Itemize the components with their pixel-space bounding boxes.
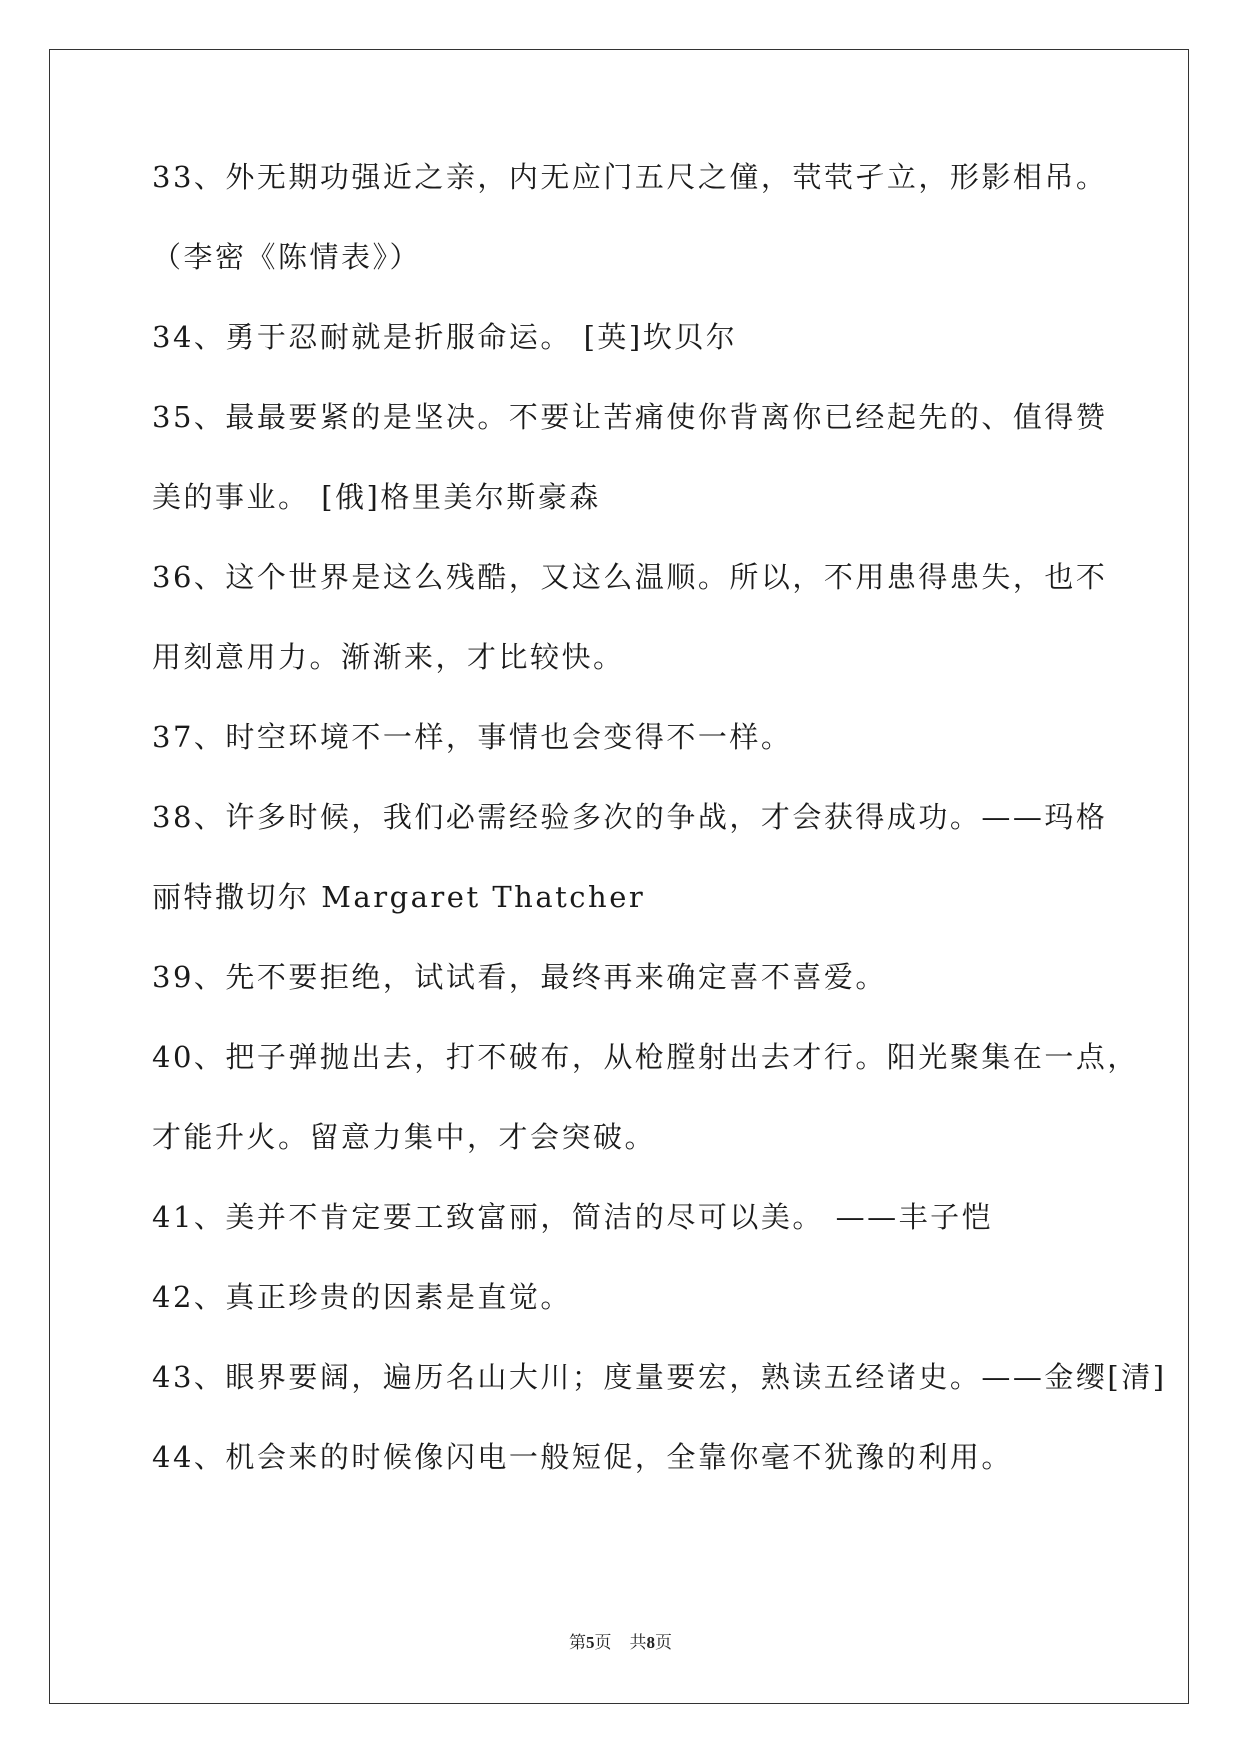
quote-line: 37、时空环境不一样，事情也会变得不一样。 [152,720,793,754]
page-suffix: 页 [594,1633,612,1653]
quote-line: 41、美并不肯定要工致富丽，简洁的尽可以美。 ——丰子恺 [152,1200,994,1234]
page-prefix: 第 [569,1633,586,1653]
quote-line: 40、把子弹抛出去，打不破布，从枪膛射出去才行。阳光聚集在一点， [152,1040,1139,1074]
quote-line: 38、许多时候，我们必需经验多次的争战，才会获得成功。——玛格 [152,800,1108,834]
current-page-number: 5 [586,1633,595,1652]
quote-line: 42、真正珍贵的因素是直觉。 [152,1280,572,1314]
quote-line: 用刻意用力。渐渐来，才比较快。 [152,640,625,674]
total-page-number: 8 [646,1633,655,1652]
quote-line: 44、机会来的时候像闪电一般短促，全靠你毫不犹豫的利用。 [152,1440,1013,1474]
quote-line: 43、眼界要阔，遍历名山大川；度量要宏，熟读五经诸史。——金缨[清] [152,1360,1167,1394]
quote-line: 才能升火。留意力集中，才会突破。 [152,1120,657,1154]
total-prefix: 共 [629,1633,647,1653]
page-footer [0,1628,1241,1653]
quote-line: 美的事业。 [俄]格里美尔斯豪森 [152,480,601,514]
quote-line: 34、勇于忍耐就是折服命运。 [英]坎贝尔 [152,320,738,354]
quote-list [152,160,1167,1522]
quote-line: 36、这个世界是这么残酷，又这么温顺。所以，不用患得患失，也不 [152,560,1108,594]
quote-line: 35、最最要紧的是坚决。不要让苦痛使你背离你已经起先的、值得赞 [152,400,1108,434]
quote-line: 丽特撒切尔 Margaret Thatcher [152,880,646,914]
quote-line: 33、外无期功强近之亲，内无应门五尺之僮，茕茕孑立，形影相吊。 [152,160,1108,194]
total-suffix: 页 [655,1633,672,1653]
quote-line: 39、先不要拒绝，试试看，最终再来确定喜不喜爱。 [152,960,887,994]
quote-line: （李密《陈情表》） [152,240,422,274]
